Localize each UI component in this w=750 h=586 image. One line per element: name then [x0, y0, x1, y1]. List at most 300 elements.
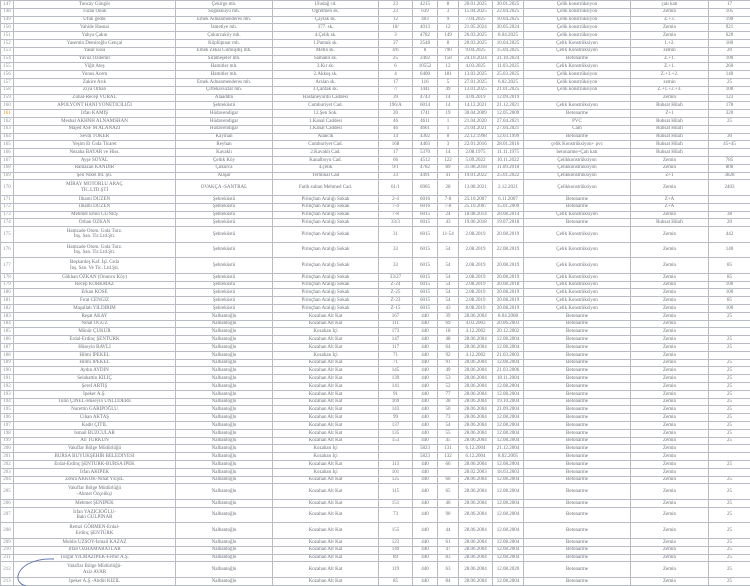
table-row — [1, 344, 750, 352]
neighborhood-cell: Kavaklı — [176, 149, 273, 157]
end-date-cell: 20.08.2019 — [493, 297, 524, 305]
door-number-cell: 7-8 — [379, 211, 413, 219]
owner-name-cell: Nihat OĞUZ — [14, 320, 176, 328]
floor-cell: Zemin — [631, 375, 709, 383]
row-number-cell: 156 — [1, 71, 14, 79]
floor-cell: Ruhsat Hilafı — [631, 125, 709, 133]
neighborhood-cell: Emek Adnanmenderes mh. — [176, 78, 273, 86]
start-date-cell: 28.06.2004 — [459, 500, 493, 508]
neighborhood-cell: Nalbantoğlu — [176, 336, 273, 344]
street-cell: Çaylak sk. — [273, 16, 379, 24]
street-cell: Pirinçhan Aralığı Sokak — [273, 273, 379, 281]
block-cell: 4491 — [413, 172, 438, 180]
block-cell: 440 — [413, 328, 438, 336]
row-number-cell: 202 — [1, 461, 14, 469]
floor-cell: Ruhsat Hilafı — [631, 149, 709, 157]
street-cell: Kozahan Alt Kat — [273, 546, 379, 554]
neighborhood-cell: Şehreküstü — [176, 281, 273, 289]
door-number-cell: 71 — [379, 359, 413, 367]
neighborhood-cell: Nalbantoğlu — [176, 437, 273, 445]
street-cell: Kozahan Alt Kat — [273, 383, 379, 391]
row-number-cell: 152 — [1, 39, 14, 47]
start-date-cell: 8.08.2019 — [459, 305, 493, 313]
parcel-cell: 1 — [438, 117, 459, 125]
neighborhood-cell: Nalbantoğlu — [176, 562, 273, 578]
block-cell: 440 — [413, 359, 438, 367]
construction-type-cell: Çelik konstrüksiyon — [524, 1, 631, 9]
block-cell: 4743 — [413, 94, 438, 102]
owner-name-cell: Münür ÇUKUR — [14, 328, 176, 336]
neighborhood-cell: Nalbantoğlu — [176, 328, 273, 336]
row-number-cell: 195 — [1, 406, 14, 414]
start-date-cell: 28.06.2004 — [459, 523, 493, 539]
owner-name-cell: Hamzade Otom. Gıda Turz. İnş. San. Tic.Ltd.Şti. — [14, 227, 176, 243]
row-number-cell: 183 — [1, 312, 14, 320]
owner-name-cell: Erdal-Erdinç ŞENTÜRK — [14, 336, 176, 344]
neighborhood-cell: Hüdavendigar — [176, 125, 273, 133]
end-date-cell: 8.02.2005 — [493, 453, 524, 461]
block-cell: 440 — [413, 554, 438, 562]
floor-cell: Zemin — [631, 273, 709, 281]
floor-cell: Zemin — [631, 500, 709, 508]
row-number-cell: 158 — [1, 86, 14, 94]
block-cell: 639 — [413, 8, 438, 16]
parcel-cell: 18 — [438, 328, 459, 336]
row-number-cell: 203 — [1, 468, 14, 476]
row-number-cell: 200 — [1, 445, 14, 453]
owner-name-cell: Zakire Arık — [14, 78, 176, 86]
construction-type-cell: çelik Konstrüksiyon+ pvc — [524, 141, 631, 149]
end-date-cell: 28.08.2014 — [493, 211, 524, 219]
neighborhood-cell: Emek Zekai Gümüşdiş mh. — [176, 47, 273, 55]
door-number-cell: Z-15 — [379, 305, 413, 313]
neighborhood-cell: Soğukkuyu mh. — [176, 8, 273, 16]
neighborhood-cell: Nalbantoğlu — [176, 359, 273, 367]
parcel-cell: 1 — [438, 125, 459, 133]
row-number-cell: 148 — [1, 8, 14, 16]
owner-name-cell: Hamzade Otom. Gıda Turz. İnş. San. Tic.Ltd.Şti. — [14, 242, 176, 258]
area-cell: 25 — [709, 375, 750, 383]
end-date-cell: 12.08.2004 — [493, 577, 524, 585]
neighborhood-cell: Nalbantoğlu — [176, 554, 273, 562]
table-row — [1, 78, 750, 86]
start-date-cell: 28.06.2004 — [459, 546, 493, 554]
street-cell: Hastaneyurdu Caddesi — [273, 94, 379, 102]
owner-name-cell: Vahide Hasnai — [14, 24, 176, 32]
start-date-cell: 2.08.2019 — [459, 289, 493, 297]
construction-type-cell: PVC — [524, 117, 631, 125]
area-cell: 921 — [709, 24, 750, 32]
construction-type-cell: Çelik Konstrüksiyon — [524, 47, 631, 55]
door-number-cell: 33/3 — [379, 219, 413, 227]
row-number-cell: 205 — [1, 484, 14, 500]
row-number-cell: 194 — [1, 398, 14, 406]
table-row — [1, 94, 750, 102]
end-date-cell: 21.12.2004 — [493, 445, 524, 453]
table-row — [1, 383, 750, 391]
parcel-cell: 54 — [438, 258, 459, 274]
construction-type-cell: Betonarme — [524, 383, 631, 391]
construction-type-cell: Çelik Konstrüksiyon — [524, 39, 631, 47]
area-cell: 20 — [709, 47, 750, 55]
parcel-cell: 9 — [438, 16, 459, 24]
street-cell: Kozahan Alt Kat — [273, 476, 379, 484]
construction-type-cell: Betonarme — [524, 320, 631, 328]
start-date-cell: 28.06.2004 — [459, 554, 493, 562]
end-date-cell: 20.12.2002 — [493, 328, 524, 336]
block-cell: 440 — [413, 422, 438, 430]
construction-type-cell: Çelik Konstrüksiyon — [524, 305, 631, 313]
door-number-cell: 37 — [379, 39, 413, 47]
area-cell: 25 — [709, 78, 750, 86]
block-cell: 440 — [413, 546, 438, 554]
block-cell: 5823 — [413, 453, 438, 461]
neighborhood-cell: Şehreküstü — [176, 305, 273, 313]
street-cell: Kozahan Alt Kat — [273, 375, 379, 383]
row-number-cell: 173 — [1, 211, 14, 219]
street-cell: Kozahan İçi — [273, 328, 379, 336]
start-date-cell: 4.03.2025 — [459, 63, 493, 71]
table-row — [1, 320, 750, 328]
neighborhood-cell: Şehreküstü — [176, 273, 273, 281]
end-date-cell: 12.08.2004 — [493, 383, 524, 391]
table-row — [1, 172, 750, 180]
street-cell: Kozahan Alt Kat — [273, 406, 379, 414]
area-cell: 123 — [709, 94, 750, 102]
end-date-cell: 20.08.2019 — [493, 273, 524, 281]
construction-type-cell: Çelik konstrüksiyon — [524, 16, 631, 24]
parcel-cell: 24 — [438, 211, 459, 219]
start-date-cell: 28.06.2004 — [459, 538, 493, 546]
floor-cell: zemin — [631, 47, 709, 55]
area-cell: 17 — [709, 1, 750, 9]
row-number-cell: 160 — [1, 102, 14, 110]
neighborhood-cell: Alaaddin — [176, 94, 273, 102]
floor-cell: Zemin — [631, 32, 709, 40]
floor-cell: Z.+1.+2.+3. — [631, 86, 709, 94]
table-body — [1, 1, 750, 586]
table-row — [1, 16, 750, 24]
start-date-cell: 28.06.2004 — [459, 375, 493, 383]
floor-cell: Zemin — [631, 562, 709, 578]
construction-type-cell: Çelik Konstrüksiyon — [524, 289, 631, 297]
door-number-cell: 113 — [379, 461, 413, 469]
parcel-cell: 122 — [438, 156, 459, 164]
owner-name-cell: Yahya Çakın — [14, 32, 176, 40]
area-cell: 178 — [709, 102, 750, 110]
owner-name-cell: MİRAY MOTORLU ARAÇ TİC.LTD.ŞTİ — [14, 180, 176, 196]
block-cell: 440 — [413, 429, 438, 437]
end-date-cell: 12.08.2004 — [493, 336, 524, 344]
door-number-cell: 85 — [379, 577, 413, 585]
row-number-cell: 166 — [1, 149, 14, 157]
end-date-cell: 20.06.2003 — [493, 320, 524, 328]
area-cell: 100 — [709, 289, 750, 297]
neighborhood-cell: Reyhan — [176, 141, 273, 149]
end-date-cell: 27.04.2021 — [493, 117, 524, 125]
table-row — [1, 414, 750, 422]
floor-cell: Zemin — [631, 281, 709, 289]
row-number-cell: 207 — [1, 507, 14, 523]
street-cell: Kozahan Alt Kat — [273, 461, 379, 469]
row-number-cell: 161 — [1, 110, 14, 118]
floor-cell: 1.+2. — [631, 39, 709, 47]
street-cell: 3.Çardak sk. — [273, 86, 379, 94]
end-date-cell: 21.03.2003 — [493, 351, 524, 359]
start-date-cell: 28.06.2004 — [459, 359, 493, 367]
area-cell: 25 — [709, 336, 750, 344]
construction-type-cell: Betonarme — [524, 375, 631, 383]
parcel-cell: 7-8 — [438, 195, 459, 203]
neighborhood-cell: Nalbantoğlu — [176, 312, 273, 320]
block-cell: 6015 — [413, 289, 438, 297]
door-number-cell: 4/6 — [379, 47, 413, 55]
start-date-cell: 20.01.2025 — [459, 1, 493, 9]
floor-cell: zemin — [631, 78, 709, 86]
block-cell: 6015 — [413, 258, 438, 274]
start-date-cell: 31.08.2018 — [459, 164, 493, 172]
area-cell: 25 — [709, 476, 750, 484]
table-row — [1, 577, 750, 585]
construction-type-cell: Betonarme — [524, 328, 631, 336]
end-date-cell: 12.08.2004 — [493, 538, 524, 546]
parcel-cell: 54 — [438, 422, 459, 430]
door-number-cell: 71 — [379, 351, 413, 359]
street-cell: 2.Kavaklı Cad. — [273, 149, 379, 157]
start-date-cell: 24.10.2024 — [459, 55, 493, 63]
owner-name-cell: Erdal-Erdinç ŞENTÜRK-BURSA İPEK — [14, 461, 176, 469]
start-date-cell: 21.04.2021 — [459, 125, 493, 133]
start-date-cell: 2.08.2019 — [459, 281, 493, 289]
owner-name-cell: Turgut YILMAZİPEK-Fertur A.Ş. — [14, 554, 176, 562]
area-cell: 25 — [709, 414, 750, 422]
block-cell: 2548 — [413, 39, 438, 47]
parcel-cell: 84 — [438, 577, 459, 585]
construction-type-cell: Betonarme — [524, 110, 631, 118]
construction-type-cell: Betonarme — [524, 429, 631, 437]
owner-name-cell: Orhan ÖZKAN — [14, 219, 176, 227]
end-date-cell: 2.12.2021 — [493, 180, 524, 196]
owner-name-cell: Ufuk gedik — [14, 16, 176, 24]
construction-type-cell: Betonarme — [524, 437, 631, 445]
end-date-cell: 8.04.2025 — [493, 32, 524, 40]
parcel-cell — [438, 468, 459, 476]
neighborhood-cell: Nalbantoğlu — [176, 453, 273, 461]
floor-cell: Zemin — [631, 461, 709, 469]
neighborhood-cell: Nalbantoğlu — [176, 414, 273, 422]
neighborhood-cell: Nalbantoğlu — [176, 351, 273, 359]
block-cell: 6015 — [413, 211, 438, 219]
end-date-cell: 12.08.2004 — [493, 546, 524, 554]
table-row — [1, 47, 750, 55]
start-date-cell: 22.12.1998 — [459, 133, 493, 141]
owner-name-cell: Ramazan KANDIR — [14, 164, 176, 172]
end-date-cell: 15.04.2025 — [493, 47, 524, 55]
construction-type-cell: Betonarme — [524, 344, 631, 352]
owner-name-cell: Yavuz Özdemir — [14, 55, 176, 63]
street-cell: Kozahan İçi — [273, 468, 379, 476]
owner-name-cell: Yasemin Demiroğlu Gençal — [14, 39, 176, 47]
parcel-cell: 61 — [438, 538, 459, 546]
construction-type-cell — [524, 94, 631, 102]
neighborhood-cell: Nalbantoğlu — [176, 484, 273, 500]
area-cell: 100 — [709, 281, 750, 289]
table-row — [1, 141, 750, 149]
end-date-cell: 12.09.2019 — [493, 94, 524, 102]
street-cell: Uludağ cd. — [273, 1, 379, 9]
door-number-cell: 10/ — [379, 24, 413, 32]
end-date-cell: 20.08.2019 — [493, 258, 524, 274]
block-cell: 440 — [413, 383, 438, 391]
block-cell: 440 — [413, 577, 438, 585]
owner-name-cell: Tuncay Güngör — [14, 1, 176, 9]
door-number-cell: 23 — [379, 1, 413, 9]
start-date-cell: 28.06.2004 — [459, 383, 493, 391]
floor-cell: Zemin — [631, 180, 709, 196]
street-cell: Pirinçhan Aralığı Sokak — [273, 258, 379, 274]
owner-name-cell: Cihan AKTAŞ — [14, 414, 176, 422]
construction-type-cell: Betonarme — [524, 414, 631, 422]
floor-cell: Ruhsat Hilafı — [631, 133, 709, 141]
start-date-cell: 28.06.2004 — [459, 390, 493, 398]
table-row — [1, 554, 750, 562]
block-cell: 6015 — [413, 305, 438, 313]
door-number-cell — [379, 453, 413, 461]
street-cell: Kozahan İçi — [273, 445, 379, 453]
start-date-cell: 28.06.2004 — [459, 406, 493, 414]
table-row — [1, 359, 750, 367]
neighborhood-cell: Nalbantoğlu — [176, 500, 273, 508]
end-date-cell: 10.04.2025 — [493, 39, 524, 47]
neighborhood-cell: Nalbantoğlu — [176, 375, 273, 383]
street-cell: Pirinçhan Aralığı Sokak — [273, 305, 379, 313]
start-date-cell: 19.06.2018 — [459, 219, 493, 227]
door-number-cell: Z-25 — [379, 289, 413, 297]
block-cell: 6015 — [413, 281, 438, 289]
neighborhood-cell: Şehreküstü — [176, 211, 273, 219]
parcel-cell: 149 — [438, 32, 459, 40]
owner-name-cell: Yunus Acem — [14, 71, 176, 79]
block-cell: 440 — [413, 538, 438, 546]
parcel-cell: 14 — [438, 102, 459, 110]
door-number-cell: 119 — [379, 562, 413, 578]
floor-cell: Zemin — [631, 390, 709, 398]
end-date-cell: 19.07.2018 — [493, 219, 524, 227]
area-cell: 25 — [709, 484, 750, 500]
neighborhood-cell: Emek Adnanmenderes mh. — [176, 16, 273, 24]
construction-type-cell: Betonarme — [524, 562, 631, 578]
owner-name-cell: Kadir ÇİTİL — [14, 422, 176, 430]
parcel-cell: 48 — [438, 336, 459, 344]
construction-type-cell: Betonarme — [524, 195, 631, 203]
start-date-cell: 28.06.2004 — [459, 476, 493, 484]
neighborhood-cell: OVAKÇA -SANTRAL — [176, 180, 273, 196]
door-number-cell: 155 — [379, 523, 413, 539]
door-number-cell: 139 — [379, 375, 413, 383]
end-date-cell: 12.08.2004 — [493, 476, 524, 484]
neighborhood-cell: Şehreküstü — [176, 203, 273, 211]
parcel-cell: 28 — [438, 180, 459, 196]
door-number-cell: 23 — [379, 8, 413, 16]
construction-type-cell: Betonarme — [524, 453, 631, 461]
start-date-cell: 28.06.2004 — [459, 507, 493, 523]
block-cell: 440 — [413, 390, 438, 398]
construction-type-cell: Betonarme — [524, 445, 631, 453]
row-number-cell: 167 — [1, 156, 14, 164]
table-row — [1, 398, 750, 406]
area-cell: 25 — [709, 406, 750, 414]
construction-type-cell: Betonarme — [524, 406, 631, 414]
area-cell: 25 — [709, 562, 750, 578]
parcel-cell: 44 — [438, 523, 459, 539]
street-cell: Cumhuriyet Cad. — [273, 141, 379, 149]
parcel-cell: 46 — [438, 500, 459, 508]
end-date-cell: 12.08.2004 — [493, 429, 524, 437]
block-cell: 1741 — [413, 110, 438, 118]
start-date-cell: 2.08.2019 — [459, 258, 493, 274]
street-cell: Kozahan Alt Kat — [273, 359, 379, 367]
end-date-cell: 12.08.2004 — [493, 507, 524, 523]
door-number-cell: 145 — [379, 367, 413, 375]
area-cell — [709, 195, 750, 203]
row-number-cell: 184 — [1, 320, 14, 328]
neighborhood-cell: Çukurca — [176, 164, 273, 172]
door-number-cell: 169 — [379, 398, 413, 406]
parcel-cell: 790 — [438, 47, 459, 55]
door-number-cell: 4 — [379, 71, 413, 79]
end-date-cell: 10.04.2025 — [493, 16, 524, 24]
table-row — [1, 71, 750, 79]
owner-name-cell: Ayşe SOYAL — [14, 156, 176, 164]
construction-type-cell: Betonarme — [524, 398, 631, 406]
block-cell: 4782 — [413, 164, 438, 172]
parcel-cell: 14 — [438, 149, 459, 157]
floor-cell: Ruhsat Hilafı — [631, 141, 709, 149]
start-date-cell: 13.08.2021 — [459, 180, 493, 196]
start-date-cell: 25.10.2007 — [459, 203, 493, 211]
door-number-cell: 99 — [379, 414, 413, 422]
end-date-cell: 11.03.2025 — [493, 63, 524, 71]
floor-cell: Zemin — [631, 320, 709, 328]
owner-name-cell: İrfan KAMIŞ — [14, 110, 176, 118]
construction-type-cell: Çelik Konstrüksiyon — [524, 258, 631, 274]
owner-name-cell: Şen Nikel ltd. Şti. — [14, 172, 176, 180]
block-cell: 440 — [413, 437, 438, 445]
owner-name-cell: İpeker A.Ş. — [14, 390, 176, 398]
door-number-cell: 46 — [379, 117, 413, 125]
parcel-cell: 12 — [438, 24, 459, 32]
street-cell: Cumhuriyet Cad. — [273, 102, 379, 110]
row-number-cell: 182 — [1, 305, 14, 313]
floor-cell: Z+A — [631, 203, 709, 211]
row-number-cell: 190 — [1, 367, 14, 375]
end-date-cell: 15.01.2009 — [493, 203, 524, 211]
neighborhood-cell: Nalbantoğlu — [176, 577, 273, 585]
block-cell: 4661 — [413, 125, 438, 133]
street-cell: Kozahan Alt Kat — [273, 429, 379, 437]
start-date-cell: 28.06.2004 — [459, 484, 493, 500]
parcel-cell: 49 — [438, 367, 459, 375]
block-cell: 6905 — [413, 180, 438, 196]
parcel-cell: 14 — [438, 94, 459, 102]
owner-name-cell: İlhami DÜZEN — [14, 195, 176, 203]
floor-cell: Zemin — [631, 351, 709, 359]
door-number-cell: 123 — [379, 538, 413, 546]
construction-type-cell: Çelik konstrüksiyon — [524, 8, 631, 16]
construction-type-cell: Betonarme — [524, 500, 631, 508]
block-cell: 440 — [413, 468, 438, 476]
area-cell: 25 — [709, 538, 750, 546]
